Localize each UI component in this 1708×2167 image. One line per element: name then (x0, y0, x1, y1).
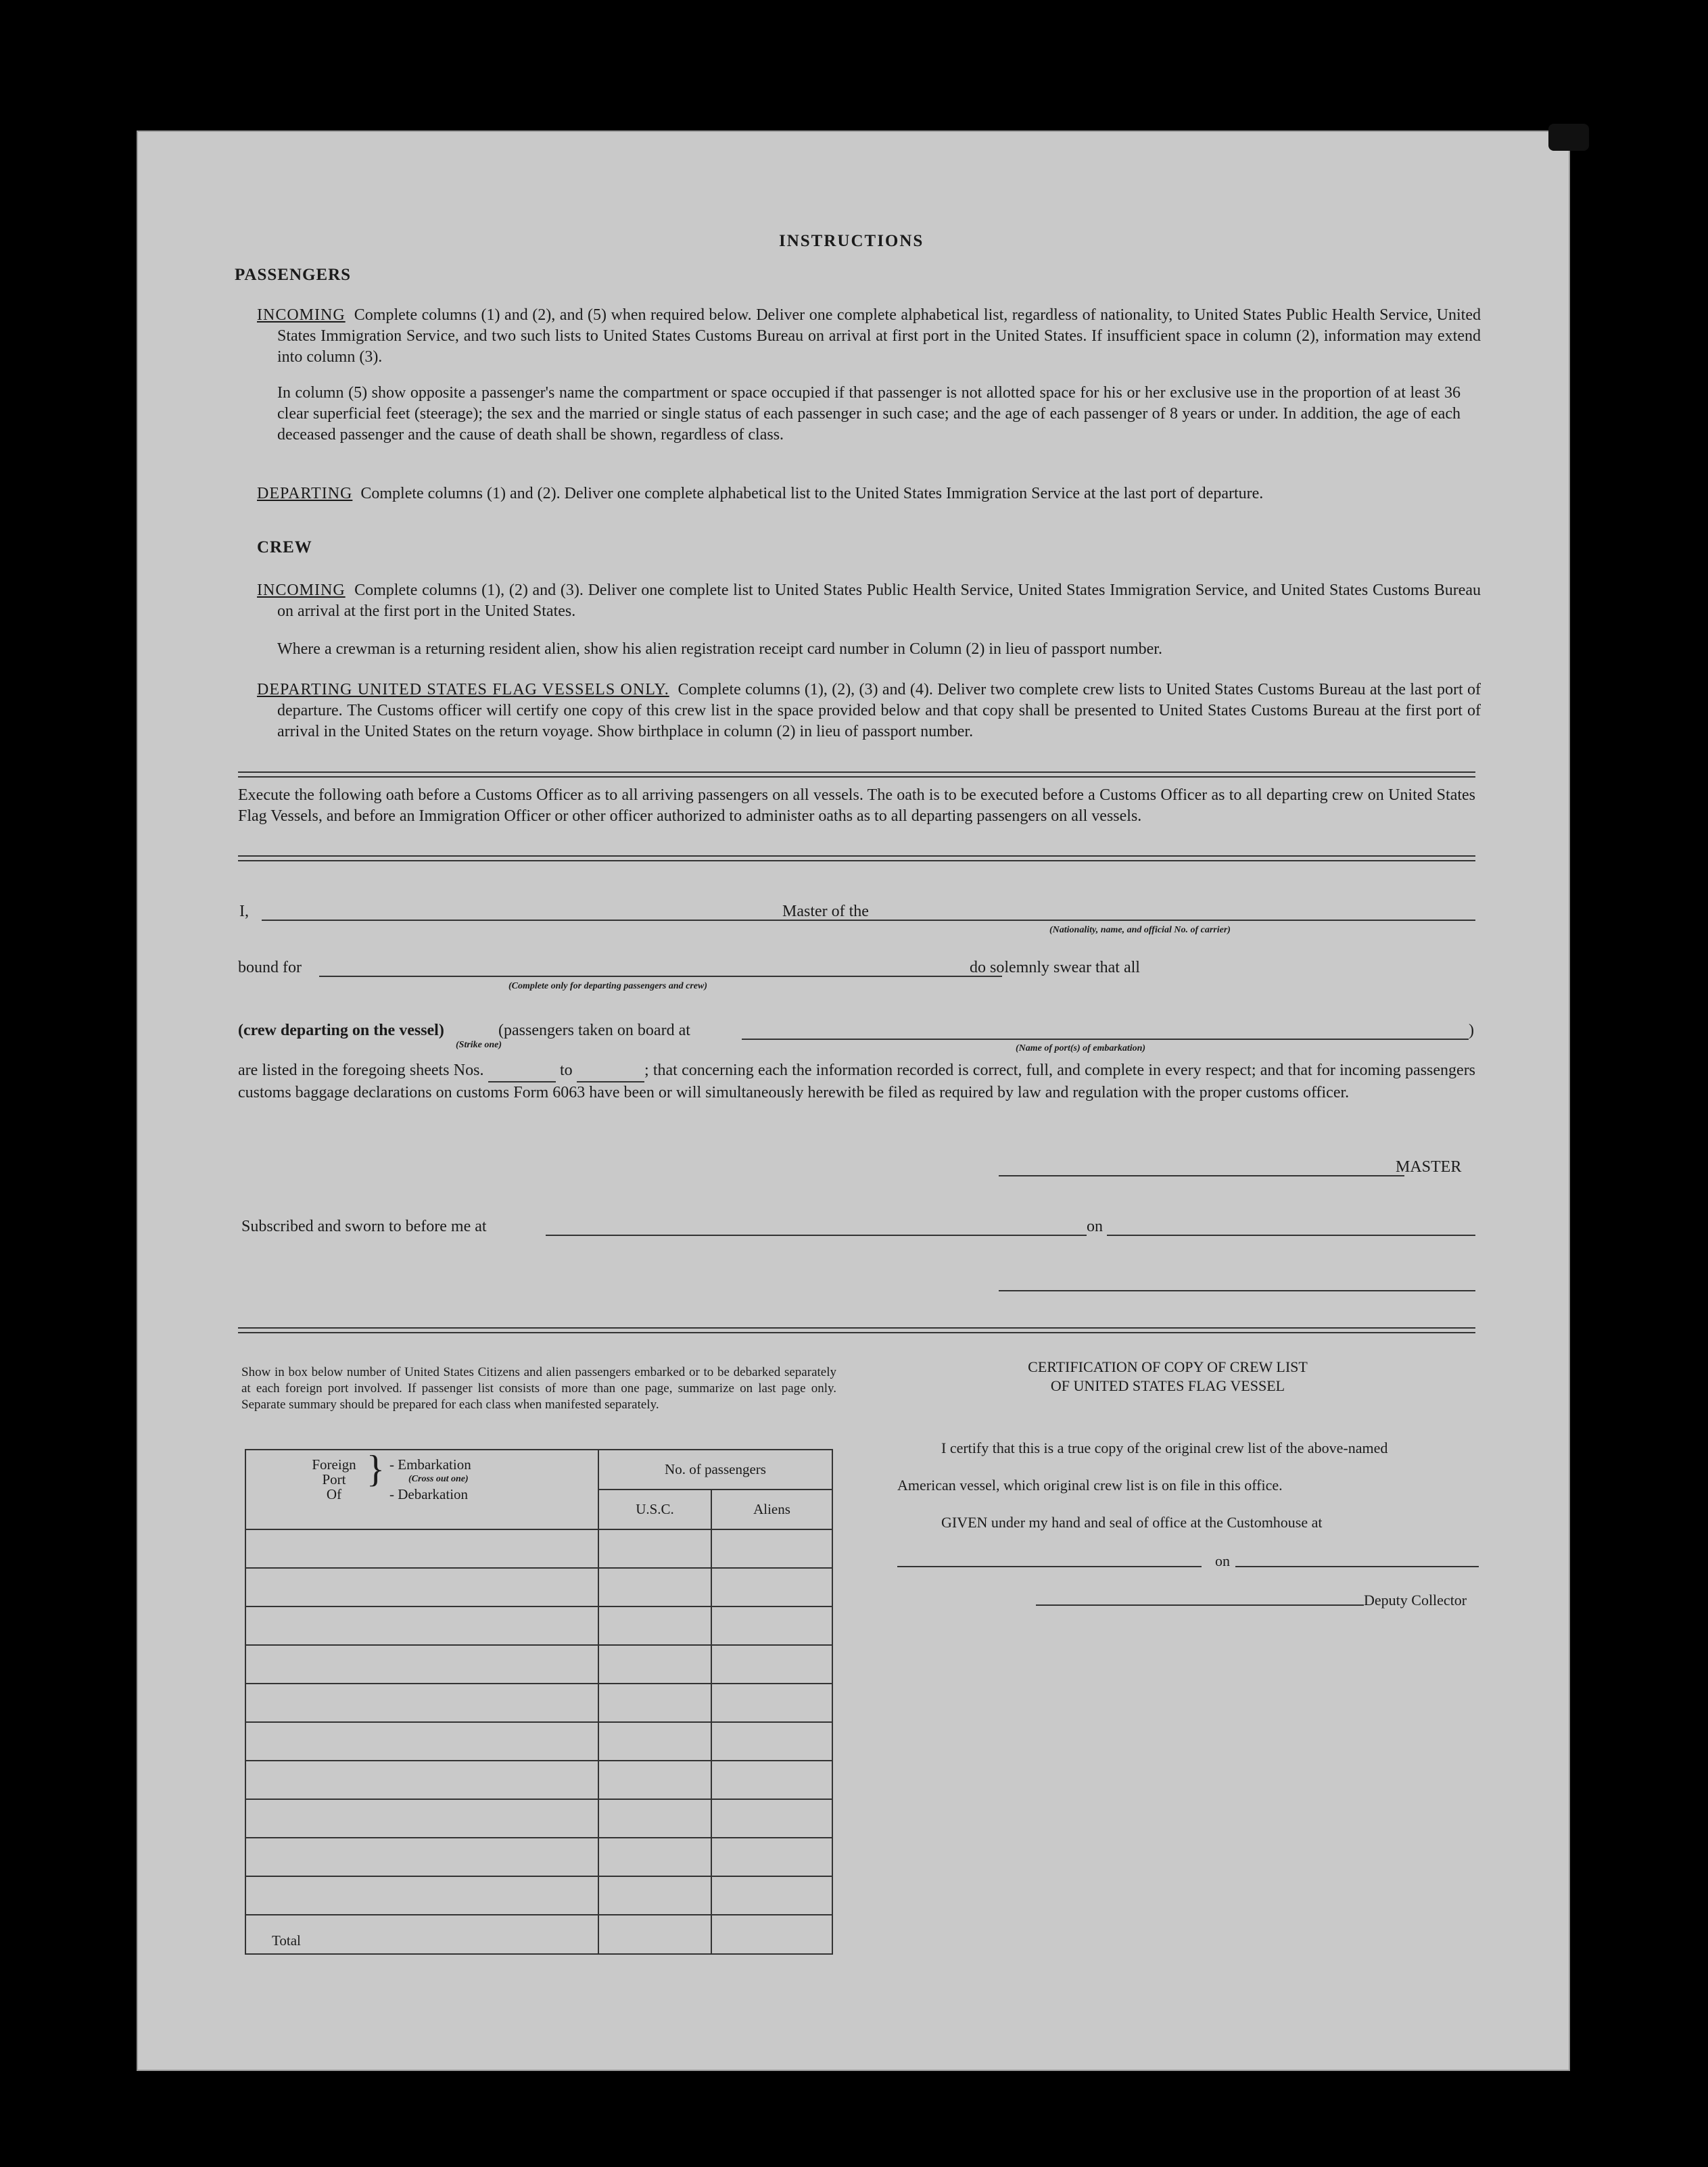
sheets-prefix: are listed in the foregoing sheets Nos. (238, 1062, 484, 1079)
usc-cell[interactable] (598, 1799, 711, 1838)
embarkation-port-field[interactable] (742, 1039, 1469, 1040)
aliens-cell[interactable] (711, 1722, 832, 1761)
total-usc-cell[interactable] (598, 1915, 711, 1954)
sheet-to-field[interactable] (577, 1060, 644, 1082)
swear-label: do solemnly swear that all (970, 959, 1140, 976)
crew-incoming-text: Complete columns (1), (2) and (3). Deliver one complete list to United States Public Health Service, United States Immigration Service, and United States Customs Bureau on arrival at the first port in the United States. (277, 581, 1481, 620)
deputy-signature-field[interactable] (1036, 1604, 1364, 1606)
close-paren: ) (1469, 1022, 1474, 1039)
port-cell[interactable] (245, 1568, 598, 1606)
subscribed-label: Subscribed and sworn to before me at (241, 1218, 487, 1235)
crew-heading: CREW (257, 538, 312, 556)
usc-cell[interactable] (598, 1645, 711, 1684)
port-cell[interactable] (245, 1838, 598, 1876)
usc-cell[interactable] (598, 1568, 711, 1606)
debarkation-option: - Debarkation (389, 1486, 469, 1502)
passengers-incoming-paragraph (257, 305, 1481, 368)
usc-cell[interactable] (598, 1722, 711, 1761)
certify-line2: American vessel, which original crew list is on file in this office. (897, 1477, 1283, 1494)
section-divider (238, 771, 1475, 778)
crew-departing-text: Complete columns (1), (2), (3) and (4). Deliver two complete crew lists to United States Customs Bureau at the last port of departure. The Customs officer will certify one copy of this crew list in the space provided below and that copy shall be presented to United States Customs Bureau at the first port of arrival in the United States on the return voyage. Show birthplace in column (2) in lieu of passport number. (277, 681, 1481, 740)
cross-out-note: (Cross out one) (408, 1474, 469, 1484)
carrier-field[interactable] (891, 920, 1475, 921)
certification-title-line2: OF UNITED STATES FLAG VESSEL (1050, 1377, 1285, 1394)
carrier-note: (Nationality, name, and official No. of carrier) (1049, 925, 1231, 935)
master-label: MASTER (1396, 1158, 1462, 1176)
section-divider (238, 855, 1475, 861)
usc-cell[interactable] (598, 1529, 711, 1568)
aliens-cell[interactable] (711, 1761, 832, 1799)
aliens-cell[interactable] (711, 1838, 832, 1876)
usc-cell[interactable] (598, 1838, 711, 1876)
officer-signature-field[interactable] (999, 1290, 1475, 1291)
aliens-cell[interactable] (711, 1876, 832, 1915)
customhouse-field[interactable] (897, 1566, 1202, 1567)
summary-rows (245, 1529, 832, 1915)
passengers-departing-text: Complete columns (1) and (2). Deliver one complete alphabetical list to the United States Immigration Service at the last port of departure. (360, 485, 1264, 502)
certification-title-line1: CERTIFICATION OF COPY OF CREW LIST (1028, 1358, 1308, 1375)
summary-row (245, 1529, 832, 1568)
sheets-rest: ; that concerning each the information recorded is correct, full, and complete in every respect; and that for incoming passengers customs baggage declarations on customs Form 6063 have been or will simultaneously herewith be filed as required by law and regulation with the proper customs officer. (238, 1062, 1476, 1101)
master-of-label: Master of the (782, 903, 869, 920)
summary-row (245, 1799, 832, 1838)
port-cell[interactable] (245, 1684, 598, 1722)
summary-row (245, 1568, 832, 1606)
bound-for-label: bound for (238, 959, 302, 976)
col-port-line3: Of (326, 1486, 342, 1502)
cert-date-field[interactable] (1235, 1566, 1479, 1567)
bound-for-field[interactable] (319, 976, 1002, 977)
summary-row (245, 1876, 832, 1915)
aliens-cell[interactable] (711, 1799, 832, 1838)
oath-sheets-paragraph (238, 1060, 1475, 1103)
sworn-date-field[interactable] (1107, 1235, 1475, 1236)
passengers-departing-lead: DEPARTING (257, 485, 353, 502)
cert-on-label: on (1215, 1552, 1230, 1569)
aliens-cell[interactable] (711, 1645, 832, 1684)
scan-corner-mark (1548, 124, 1589, 151)
sworn-location-field[interactable] (546, 1235, 1087, 1236)
strike-note: (Strike one) (456, 1040, 502, 1050)
col-aliens: Aliens (711, 1490, 832, 1529)
section-divider (238, 1327, 1475, 1333)
oath-i-label: I, (239, 903, 249, 920)
col-port-line2: Port (322, 1471, 346, 1487)
passengers-taken-option: (passengers taken on board at (498, 1022, 690, 1039)
col-port-line1: Foreign (312, 1456, 356, 1473)
crew-departing-paragraph (257, 680, 1481, 742)
page-title: INSTRUCTIONS (779, 232, 924, 250)
crew-resident-paragraph: Where a crewman is a returning resident alien, show his alien registration receipt card number in Column (2) in lieu of passport number. (277, 640, 1162, 658)
port-cell[interactable] (245, 1606, 598, 1645)
summary-row (245, 1761, 832, 1799)
passengers-departing-paragraph (257, 483, 1481, 504)
col-usc: U.S.C. (598, 1490, 711, 1529)
crew-departing-lead: DEPARTING UNITED STATES FLAG VESSELS ONLY. (257, 681, 669, 698)
crew-incoming-lead: INCOMING (257, 581, 346, 599)
total-label: Total (245, 1915, 598, 1954)
usc-cell[interactable] (598, 1876, 711, 1915)
sheet-from-field[interactable] (488, 1060, 556, 1082)
crew-departing-option: (crew departing on the vessel) (238, 1022, 444, 1039)
master-signature-field[interactable] (999, 1175, 1404, 1176)
col-passengers: No. of passengers (598, 1450, 832, 1490)
deputy-collector-label: Deputy Collector (1364, 1592, 1467, 1609)
usc-cell[interactable] (598, 1606, 711, 1645)
summary-row (245, 1838, 832, 1876)
port-cell[interactable] (245, 1645, 598, 1684)
summary-row (245, 1684, 832, 1722)
port-cell[interactable] (245, 1722, 598, 1761)
sheets-to-label: to (560, 1062, 573, 1079)
oath-intro: Execute the following oath before a Customs Officer as to all arriving passengers on all vessels. The oath is to be executed before a Customs Officer as to all departing crew on United States Flag Vessels, and before an Immigration Officer or other officer authorized to administer oaths as to all departing passengers on all vessels. (238, 786, 1475, 825)
port-cell[interactable] (245, 1761, 598, 1799)
passenger-summary-table (245, 1449, 833, 1955)
summary-row (245, 1645, 832, 1684)
summary-row (245, 1606, 832, 1645)
certify-line1: I certify that this is a true copy of the original crew list of the above-named (941, 1439, 1388, 1456)
port-cell[interactable] (245, 1876, 598, 1915)
total-aliens-cell[interactable] (711, 1915, 832, 1954)
aliens-cell[interactable] (711, 1684, 832, 1722)
summary-row (245, 1722, 832, 1761)
certification-title (978, 1358, 1357, 1396)
passengers-heading: PASSENGERS (235, 266, 352, 284)
usc-cell[interactable] (598, 1684, 711, 1722)
embarkation-option: - Embarkation (389, 1456, 471, 1473)
port-cell[interactable] (245, 1529, 598, 1568)
crew-incoming-paragraph (257, 580, 1481, 622)
aliens-cell[interactable] (711, 1529, 832, 1568)
brace-symbol: } (366, 1448, 385, 1490)
port-cell[interactable] (245, 1799, 598, 1838)
passengers-column5-paragraph: In column (5) show opposite a passenger's name the compartment or space occupied if that passenger is not allotted space for his or her exclusive use in the proportion of at least 36 clear superficial feet (steerage); the sex and the married or single status of each passenger in such case; and the age of each passenger of 8 years or under. In addition, the age of each deceased passenger and the cause of death shall be shown, regardless of class. (277, 384, 1461, 444)
usc-cell[interactable] (598, 1761, 711, 1799)
aliens-cell[interactable] (711, 1606, 832, 1645)
port-header (245, 1450, 598, 1529)
total-row (245, 1915, 832, 1954)
passengers-incoming-lead: INCOMING (257, 306, 346, 324)
given-text: GIVEN under my hand and seal of office at the Customhouse at (941, 1514, 1323, 1531)
embarkation-note: (Name of port(s) of embarkation) (1016, 1043, 1146, 1053)
summary-instructions: Show in box below number of United States Citizens and alien passengers embarked or to be debarked separately at each foreign port involved. If passenger list consists of more than one page, summarize on last page only. Separate summary should be prepared for each class when manifested separately. (241, 1365, 836, 1412)
aliens-cell[interactable] (711, 1568, 832, 1606)
sworn-on-label: on (1087, 1218, 1103, 1235)
bound-for-note: (Complete only for departing passengers and crew) (508, 981, 707, 991)
form-page (137, 130, 1570, 2071)
passengers-incoming-text: Complete columns (1) and (2), and (5) when required below. Deliver one complete alphabetical list, regardless of nationality, to United States Public Health Service, United States Immigration Service, and two such lists to United States Customs Bureau on arrival at first port in the United States. If insufficient space in column (2), information may extend into column (3). (277, 306, 1481, 366)
